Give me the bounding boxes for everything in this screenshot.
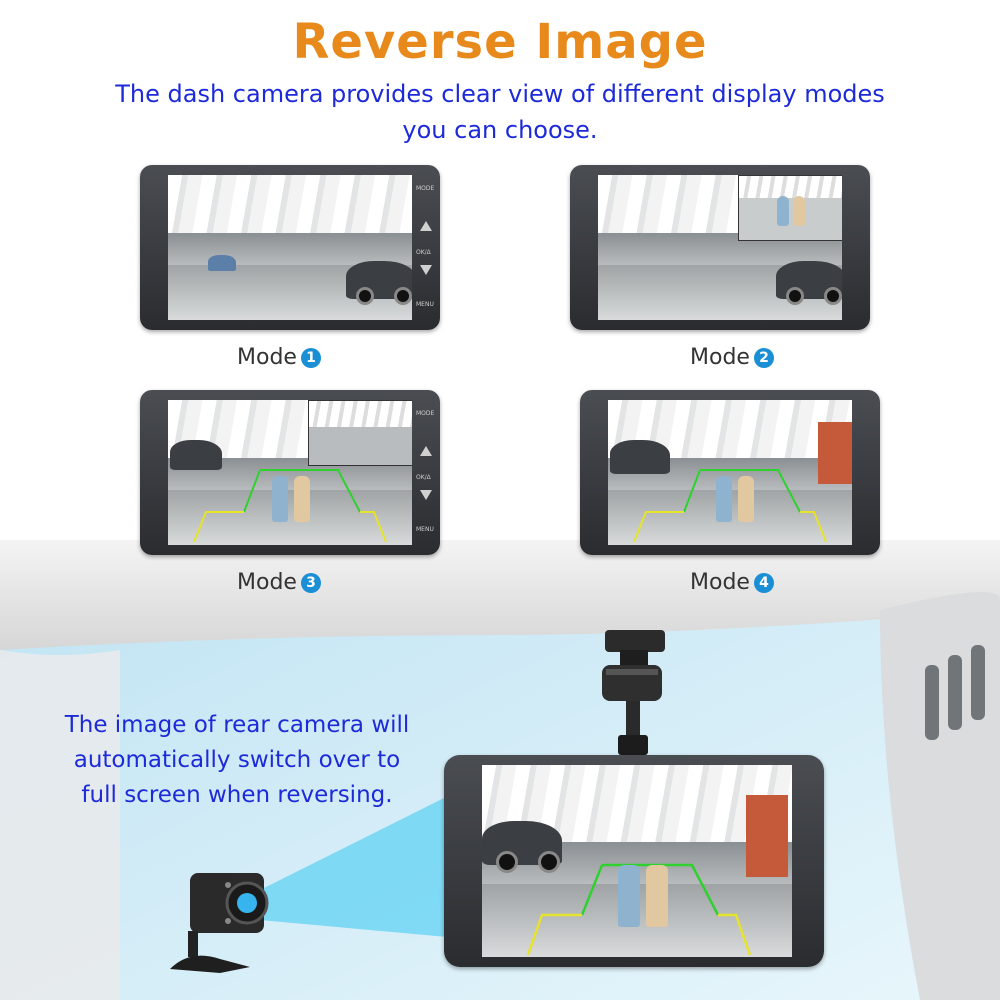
mode-button-label: MODE — [416, 185, 435, 192]
mode-1-number: 1 — [301, 348, 321, 368]
arrow-buttons-icon — [418, 219, 434, 279]
screen-rear-view — [168, 400, 412, 545]
mirror-mount — [590, 625, 680, 765]
mode-3-label: Mode 3 — [237, 570, 321, 595]
dashcam-mode-2 — [570, 165, 870, 330]
screen-rear-view — [608, 400, 852, 545]
dashcam-mode-4 — [580, 390, 880, 555]
parking-guide-lines — [188, 464, 398, 544]
screen-fullscreen-rear-view — [482, 765, 792, 957]
menu-button-label: MENU — [416, 526, 434, 533]
screen-front-view — [598, 175, 842, 320]
mode-2-label: Mode 2 — [690, 345, 774, 370]
dashcam-fullscreen — [444, 755, 824, 967]
screen-front-view — [168, 175, 412, 320]
child-figure — [618, 865, 640, 927]
ok-button-label: OK/Δ — [416, 249, 431, 256]
rear-camera-icon — [160, 865, 280, 977]
mode-4-label: Mode 4 — [690, 570, 774, 595]
dashcam-mode-3 — [140, 390, 440, 555]
page-title: Reverse Image — [292, 14, 708, 70]
menu-button-label: MENU — [416, 301, 434, 308]
mode-button-label: MODE — [416, 410, 435, 417]
arrow-buttons-icon — [418, 444, 434, 504]
subtitle: The dash camera provides clear view of different display modes you can choose. — [115, 80, 885, 144]
rear-view-pip — [738, 175, 842, 241]
rear-camera-description: The image of rear camera will automatically switch over to full screen when reversing. — [64, 712, 410, 808]
front-view-pip — [308, 400, 412, 466]
mode-3-number: 3 — [301, 573, 321, 593]
parking-guide-lines — [522, 861, 762, 957]
mode-2-number: 2 — [754, 348, 774, 368]
dashcam-mode-1 — [140, 165, 440, 330]
mode-4-number: 4 — [754, 573, 774, 593]
mode-1-label: Mode 1 — [237, 345, 321, 370]
child-figure — [646, 865, 668, 927]
ok-button-label: OK/Δ — [416, 474, 431, 481]
parking-guide-lines — [628, 464, 838, 544]
